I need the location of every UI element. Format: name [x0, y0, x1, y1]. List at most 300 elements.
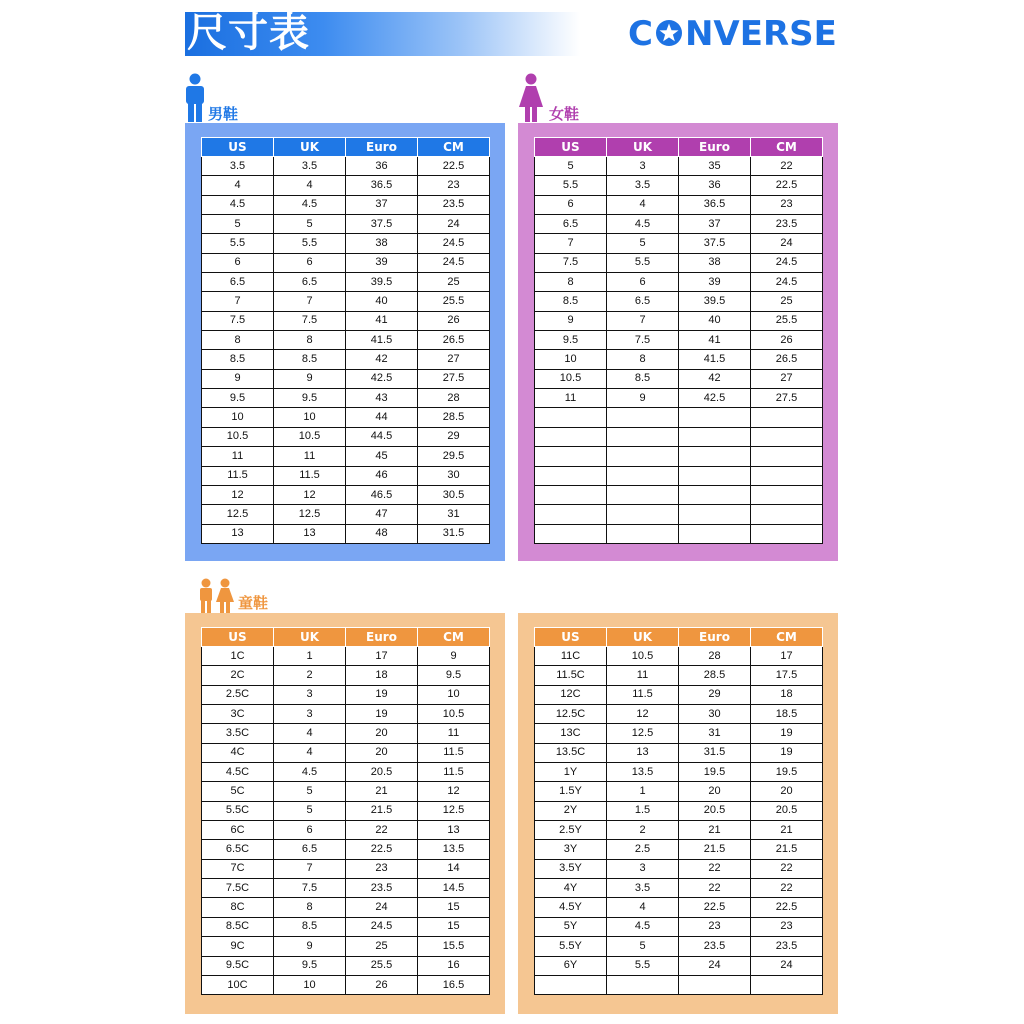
table-cell: 13 — [607, 743, 679, 762]
table-cell: 6 — [607, 273, 679, 292]
table-cell: 24.5 — [751, 273, 823, 292]
table-cell — [607, 447, 679, 466]
table-cell — [751, 427, 823, 446]
table-cell: 1C — [202, 647, 274, 666]
table-cell: 9.5 — [535, 331, 607, 350]
table-cell: 9 — [607, 389, 679, 408]
brand-logo-c: C — [628, 14, 653, 54]
table-cell: 5 — [274, 782, 346, 801]
kids-size-table-left — [201, 627, 490, 995]
table-row — [535, 505, 823, 524]
table-row — [535, 408, 823, 427]
table-cell — [679, 466, 751, 485]
table-cell: 24 — [751, 956, 823, 975]
table-cell — [535, 447, 607, 466]
table-cell: 42 — [679, 369, 751, 388]
column-header: CM — [418, 628, 490, 647]
table-header-row — [535, 138, 823, 157]
table-cell: 20.5 — [751, 801, 823, 820]
table-cell — [607, 427, 679, 446]
table-cell: 20 — [751, 782, 823, 801]
table-cell: 22 — [751, 157, 823, 176]
table-row — [535, 176, 823, 195]
table-cell: 7.5 — [202, 311, 274, 330]
table-cell: 4 — [607, 898, 679, 917]
table-row — [535, 724, 823, 743]
table-cell: 10.5 — [418, 705, 490, 724]
table-cell: 4.5 — [607, 215, 679, 234]
table-cell: 20.5 — [679, 801, 751, 820]
table-cell — [751, 485, 823, 504]
kids-icon — [196, 578, 236, 614]
table-cell: 36.5 — [679, 195, 751, 214]
table-cell: 12.5C — [535, 705, 607, 724]
table-cell: 13 — [418, 821, 490, 840]
table-cell: 11C — [535, 647, 607, 666]
table-cell: 12.5 — [202, 505, 274, 524]
women-section-label: 女鞋 — [549, 105, 580, 123]
table-cell: 9 — [274, 937, 346, 956]
table-cell: 31 — [679, 724, 751, 743]
table-cell: 8 — [202, 331, 274, 350]
table-cell: 11.5 — [202, 466, 274, 485]
table-cell: 23.5 — [751, 937, 823, 956]
table-cell: 5.5Y — [535, 937, 607, 956]
table-row — [202, 705, 490, 724]
table-row — [535, 801, 823, 820]
table-cell: 2 — [607, 821, 679, 840]
table-cell: 5 — [607, 234, 679, 253]
men-section-label: 男鞋 — [208, 105, 239, 123]
table-cell: 3 — [607, 157, 679, 176]
table-row — [202, 840, 490, 859]
table-row — [202, 292, 490, 311]
column-header: UK — [274, 628, 346, 647]
table-row — [202, 447, 490, 466]
table-cell: 4 — [274, 176, 346, 195]
table-cell — [607, 485, 679, 504]
table-cell: 8 — [535, 273, 607, 292]
table-cell: 39.5 — [346, 273, 418, 292]
table-cell: 23 — [418, 176, 490, 195]
table-cell: 9 — [535, 311, 607, 330]
table-cell — [679, 485, 751, 504]
column-header: CM — [751, 628, 823, 647]
table-cell — [751, 505, 823, 524]
table-cell: 23.5 — [751, 215, 823, 234]
kids-size-table-right — [534, 627, 823, 995]
table-cell: 8 — [274, 331, 346, 350]
table-cell: 5 — [535, 157, 607, 176]
table-cell: 42 — [346, 350, 418, 369]
table-row — [535, 524, 823, 543]
table-row — [202, 801, 490, 820]
table-row — [202, 879, 490, 898]
table-cell: 3.5C — [202, 724, 274, 743]
table-cell: 8.5 — [202, 350, 274, 369]
column-header: Euro — [346, 138, 418, 157]
table-cell: 3.5 — [202, 157, 274, 176]
table-row — [535, 311, 823, 330]
table-row — [535, 273, 823, 292]
table-cell: 6 — [274, 253, 346, 272]
table-row — [535, 350, 823, 369]
table-cell: 24.5 — [418, 253, 490, 272]
table-cell: 22.5 — [751, 176, 823, 195]
table-cell: 48 — [346, 524, 418, 543]
table-cell: 8.5 — [274, 917, 346, 936]
table-cell: 44 — [346, 408, 418, 427]
table-row — [202, 685, 490, 704]
table-cell: 5.5 — [607, 253, 679, 272]
table-cell: 5 — [274, 215, 346, 234]
table-cell: 22 — [346, 821, 418, 840]
table-cell: 23.5 — [346, 879, 418, 898]
table-cell: 36.5 — [346, 176, 418, 195]
table-cell: 28 — [679, 647, 751, 666]
table-cell: 13.5 — [418, 840, 490, 859]
table-cell — [679, 427, 751, 446]
table-cell: 5.5 — [535, 176, 607, 195]
table-cell: 10 — [418, 685, 490, 704]
table-cell — [607, 975, 679, 994]
table-cell: 4.5Y — [535, 898, 607, 917]
table-cell: 5 — [202, 215, 274, 234]
table-cell: 39 — [679, 273, 751, 292]
table-cell: 36 — [346, 157, 418, 176]
table-cell — [535, 975, 607, 994]
table-cell: 27 — [751, 369, 823, 388]
table-cell: 26.5 — [751, 350, 823, 369]
table-cell: 6.5 — [607, 292, 679, 311]
table-cell: 4.5C — [202, 763, 274, 782]
table-cell — [751, 466, 823, 485]
table-cell: 7 — [274, 859, 346, 878]
table-cell: 25 — [418, 273, 490, 292]
table-cell: 11 — [418, 724, 490, 743]
table-cell: 13.5 — [607, 763, 679, 782]
table-cell: 2.5 — [607, 840, 679, 859]
table-cell: 38 — [346, 234, 418, 253]
woman-icon — [517, 73, 545, 123]
table-row — [202, 743, 490, 762]
table-cell: 11 — [202, 447, 274, 466]
table-cell — [607, 524, 679, 543]
table-cell: 7.5 — [607, 331, 679, 350]
table-cell: 5 — [607, 937, 679, 956]
table-cell: 6.5C — [202, 840, 274, 859]
table-cell: 2.5Y — [535, 821, 607, 840]
table-cell: 12.5 — [607, 724, 679, 743]
table-cell: 10 — [274, 975, 346, 994]
table-cell: 23.5 — [679, 937, 751, 956]
table-cell: 3 — [274, 685, 346, 704]
table-cell: 46.5 — [346, 485, 418, 504]
table-row — [202, 485, 490, 504]
table-cell: 15.5 — [418, 937, 490, 956]
table-row — [202, 724, 490, 743]
column-header: Euro — [346, 628, 418, 647]
table-cell: 41.5 — [346, 331, 418, 350]
table-cell: 14 — [418, 859, 490, 878]
table-cell: 16 — [418, 956, 490, 975]
table-cell: 28.5 — [679, 666, 751, 685]
table-row — [535, 292, 823, 311]
table-cell: 8 — [607, 350, 679, 369]
table-cell: 3 — [274, 705, 346, 724]
table-cell: 10 — [202, 408, 274, 427]
table-cell: 24.5 — [751, 253, 823, 272]
table-row — [535, 666, 823, 685]
table-cell: 8.5 — [274, 350, 346, 369]
table-row — [202, 937, 490, 956]
table-cell: 8C — [202, 898, 274, 917]
table-cell: 13C — [535, 724, 607, 743]
table-row — [535, 427, 823, 446]
table-header-row — [202, 138, 490, 157]
table-cell: 5 — [274, 801, 346, 820]
table-cell — [607, 408, 679, 427]
table-cell: 23.5 — [418, 195, 490, 214]
table-cell: 7.5 — [274, 311, 346, 330]
table-row — [535, 975, 823, 994]
table-cell: 25 — [751, 292, 823, 311]
table-cell: 3C — [202, 705, 274, 724]
table-cell: 40 — [679, 311, 751, 330]
table-row — [202, 176, 490, 195]
table-row — [202, 311, 490, 330]
table-row — [535, 485, 823, 504]
table-row — [535, 447, 823, 466]
column-header: Euro — [679, 138, 751, 157]
table-cell: 26.5 — [418, 331, 490, 350]
table-cell: 9 — [418, 647, 490, 666]
table-cell: 7.5C — [202, 879, 274, 898]
table-cell — [751, 447, 823, 466]
table-row — [535, 331, 823, 350]
table-cell: 6.5 — [535, 215, 607, 234]
table-cell: 20 — [679, 782, 751, 801]
table-cell: 23 — [346, 859, 418, 878]
table-cell: 28 — [418, 389, 490, 408]
column-header: US — [535, 138, 607, 157]
table-cell: 45 — [346, 447, 418, 466]
table-row — [535, 705, 823, 724]
table-cell: 35 — [679, 157, 751, 176]
table-cell: 12.5 — [274, 505, 346, 524]
table-cell: 22 — [751, 879, 823, 898]
table-cell: 6.5 — [202, 273, 274, 292]
table-cell: 4 — [274, 724, 346, 743]
table-cell: 46 — [346, 466, 418, 485]
column-header: US — [535, 628, 607, 647]
table-cell: 3 — [607, 859, 679, 878]
table-cell: 19 — [346, 685, 418, 704]
table-cell: 11.5 — [274, 466, 346, 485]
table-cell: 3.5 — [607, 176, 679, 195]
table-cell: 7 — [535, 234, 607, 253]
table-cell: 44.5 — [346, 427, 418, 446]
table-cell: 18 — [346, 666, 418, 685]
table-cell: 38 — [679, 253, 751, 272]
table-cell: 23 — [679, 917, 751, 936]
table-cell: 15 — [418, 898, 490, 917]
men-size-table — [201, 137, 490, 544]
table-cell: 22.5 — [418, 157, 490, 176]
table-cell — [679, 524, 751, 543]
table-cell: 1Y — [535, 763, 607, 782]
table-cell: 39.5 — [679, 292, 751, 311]
table-cell: 31 — [418, 505, 490, 524]
table-cell: 37.5 — [346, 215, 418, 234]
table-row — [535, 466, 823, 485]
table-cell — [751, 408, 823, 427]
table-row — [535, 898, 823, 917]
table-cell: 40 — [346, 292, 418, 311]
table-row — [535, 195, 823, 214]
table-cell: 27.5 — [418, 369, 490, 388]
table-row — [535, 743, 823, 762]
table-cell: 4 — [202, 176, 274, 195]
table-cell: 16.5 — [418, 975, 490, 994]
table-row — [535, 879, 823, 898]
table-cell: 21 — [346, 782, 418, 801]
table-cell: 21.5 — [679, 840, 751, 859]
table-cell: 1.5Y — [535, 782, 607, 801]
table-cell: 9.5C — [202, 956, 274, 975]
table-cell: 11.5 — [607, 685, 679, 704]
table-cell: 19 — [346, 705, 418, 724]
table-cell: 20 — [346, 743, 418, 762]
table-cell: 5.5 — [202, 234, 274, 253]
table-cell: 26 — [346, 975, 418, 994]
table-cell: 4.5 — [202, 195, 274, 214]
table-cell: 4 — [274, 743, 346, 762]
table-row — [202, 389, 490, 408]
table-cell: 41.5 — [679, 350, 751, 369]
table-cell: 8.5 — [607, 369, 679, 388]
column-header: CM — [751, 138, 823, 157]
table-cell: 7 — [202, 292, 274, 311]
table-cell: 30.5 — [418, 485, 490, 504]
table-cell: 7 — [607, 311, 679, 330]
table-row — [535, 389, 823, 408]
table-row — [535, 937, 823, 956]
table-row — [202, 859, 490, 878]
table-cell: 4 — [607, 195, 679, 214]
table-row — [535, 956, 823, 975]
table-cell — [535, 524, 607, 543]
page-title: 尺寸表 — [187, 10, 310, 56]
table-cell: 11 — [607, 666, 679, 685]
table-cell: 9 — [274, 369, 346, 388]
table-cell: 22.5 — [751, 898, 823, 917]
table-cell: 9.5 — [202, 389, 274, 408]
table-cell — [607, 466, 679, 485]
table-row — [202, 782, 490, 801]
table-row — [202, 369, 490, 388]
table-cell — [535, 427, 607, 446]
table-cell: 29 — [418, 427, 490, 446]
table-cell: 6 — [274, 821, 346, 840]
table-cell: 2C — [202, 666, 274, 685]
table-row — [202, 215, 490, 234]
table-cell: 42.5 — [679, 389, 751, 408]
table-row — [202, 350, 490, 369]
table-cell: 10.5 — [607, 647, 679, 666]
table-cell: 13.5C — [535, 743, 607, 762]
table-cell — [535, 485, 607, 504]
table-row — [202, 917, 490, 936]
table-cell: 6Y — [535, 956, 607, 975]
table-cell — [607, 505, 679, 524]
table-cell: 4.5 — [607, 917, 679, 936]
table-cell: 26 — [418, 311, 490, 330]
table-cell: 7 — [274, 292, 346, 311]
table-cell: 24.5 — [346, 917, 418, 936]
table-cell — [679, 975, 751, 994]
column-header: CM — [418, 138, 490, 157]
table-cell: 11 — [535, 389, 607, 408]
table-row — [202, 763, 490, 782]
table-row — [202, 195, 490, 214]
table-row — [535, 859, 823, 878]
table-cell: 39 — [346, 253, 418, 272]
table-cell: 6 — [202, 253, 274, 272]
table-row — [202, 524, 490, 543]
table-cell: 1 — [274, 647, 346, 666]
table-cell: 10C — [202, 975, 274, 994]
table-header-row — [202, 628, 490, 647]
table-cell: 5Y — [535, 917, 607, 936]
table-cell: 10.5 — [202, 427, 274, 446]
table-cell: 24.5 — [418, 234, 490, 253]
table-cell: 8.5C — [202, 917, 274, 936]
column-header: US — [202, 628, 274, 647]
table-cell — [679, 447, 751, 466]
table-cell: 18 — [751, 685, 823, 704]
table-cell: 41 — [679, 331, 751, 350]
table-cell: 22 — [751, 859, 823, 878]
brand-star-icon — [654, 18, 684, 48]
table-cell: 36 — [679, 176, 751, 195]
table-cell: 10 — [274, 408, 346, 427]
table-cell: 4C — [202, 743, 274, 762]
table-row — [202, 647, 490, 666]
table-cell — [679, 505, 751, 524]
table-cell: 22 — [679, 879, 751, 898]
table-cell — [751, 524, 823, 543]
table-cell: 7.5 — [274, 879, 346, 898]
table-cell: 12 — [607, 705, 679, 724]
table-cell: 26 — [751, 331, 823, 350]
table-cell: 2Y — [535, 801, 607, 820]
table-cell: 6.5 — [274, 840, 346, 859]
table-cell: 25.5 — [751, 311, 823, 330]
table-cell: 3.5 — [274, 157, 346, 176]
table-cell: 8 — [274, 898, 346, 917]
table-row — [535, 215, 823, 234]
table-cell: 1.5 — [607, 801, 679, 820]
table-row — [202, 666, 490, 685]
table-cell: 28.5 — [418, 408, 490, 427]
table-cell: 23 — [751, 195, 823, 214]
table-cell: 23 — [751, 917, 823, 936]
table-cell: 42.5 — [346, 369, 418, 388]
table-cell: 17.5 — [751, 666, 823, 685]
table-cell: 12.5 — [418, 801, 490, 820]
table-row — [202, 898, 490, 917]
